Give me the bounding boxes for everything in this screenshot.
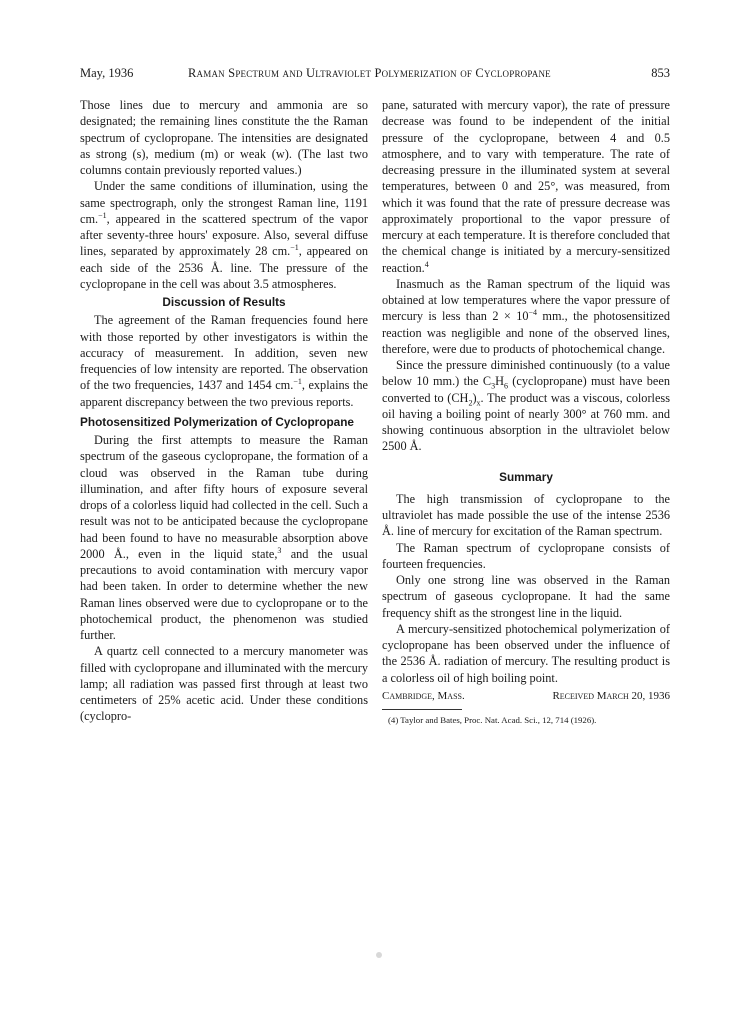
paragraph-lines-designation: Those lines due to mercury and ammonia are so designated; the remaining lines constitute the the Raman spectrum of cyclopropane. The intensities are designated as strong (s), medium (m) or weak (w). (The last two columns contain previously reported values.) [80, 98, 368, 177]
heading-discussion: Discussion of Results [162, 295, 286, 309]
heading-photosensitized: Photosensitized Polymerization of Cyclopropane [80, 414, 354, 429]
summary-item-strong-line: Only one strong line was observed in the Raman spectrum of gaseous cyclopropane. It had the same frequency shift as the strongest line in the liquid. [382, 573, 670, 620]
running-head: Raman Spectrum and Ultraviolet Polymerization of Cyclopropane [188, 66, 551, 80]
paragraph-liquid-spectrum: Inasmuch as the Raman spectrum of the liquid was obtained at low temperatures where the vapor pressure of mercury is less than $2 \times 10^{-4}$ mm., the photosensitized reaction was negligible and none of the observed lines, therefore, were due to products of photochemical change. [382, 276, 670, 356]
footnote-rule [382, 709, 462, 710]
right-column [382, 97, 670, 726]
scan-mark [372, 948, 386, 962]
paragraph-pressure-diminished: Since the pressure diminished continuously (to a value below 10 mm.) the $C_3H_6$ (cyclopropane) must have been converted to $(CH_2)_x$. The product was a viscous, colorless oil having a boiling point of nearly 300° at 760 mm. and showing continuous absorption in the ultraviolet below 2500 Å. [382, 358, 670, 454]
paragraph-pressure-rate: pane, saturated with mercury vapor), the rate of pressure decrease was found to be independent of the initial pressure of the cyclopropane, between 4 and 0.5 atmosphere, and to vary with temperature. The rate of decreasing pressure in the illuminated system at several temperatures, between 0 and 25°, was measured, from which it was found that the rate of pressure decrease was approximately proportional to the vapor pressure of mercury at each temperature. It is therefore concluded that the chemical change is initiated by a mercury-sensitized reaction.$^4$ [382, 98, 670, 275]
left-column [80, 97, 368, 725]
page-number: 853 [651, 66, 670, 80]
heading-summary: Summary [499, 469, 553, 484]
summary-item-frequencies: The Raman spectrum of cyclopropane consists of fourteen frequencies. [382, 540, 670, 571]
page-header [80, 66, 670, 84]
paragraph-vapor-spectrum: Under the same conditions of illumination, using the same spectrograph, only the strongest Raman line, 1191 cm.$^{-1}$, appeared in the scattered spectrum of the vapor after seventy-three hours' exposure. Also, several diffuse lines, separated by approximately 28 cm.$^{-1}$, appeared on each side of the 2536 Å. line. The pressure of the cyclopropane in the cell was about 3.5 atmospheres. [80, 179, 368, 291]
paragraph-quartz-cell: A quartz cell connected to a mercury manometer was filled with cyclopropane and illuminated with the mercury lamp; all radiation was passed first through at least two centimeters of 25% acetic acid. Under these conditions (cyclopro- [80, 644, 368, 724]
signature-line [382, 688, 670, 704]
paragraph-agreement: The agreement of the Raman frequencies found here with those reported by other investigators is within the accuracy of measurement. In addition, seven new frequencies of low intensity are reported. The observation of the two frequencies, 1437 and 1454 cm.$^{-1}$, explains the apparent discrepancy between the two previous reports. [80, 313, 368, 409]
paragraph-first-attempts: During the first attempts to measure the Raman spectrum of the gaseous cyclopropane, the formation of a cloud was observed in the Raman tube during illumination, and after fifty hours of exposure several drops of a colorless liquid had collected in the cell. Such a result was not to be anticipated because the cyclopropane had been found to have no measurable absorption above 2000 Å., even in the liquid state,$^3$ and the usual precautions to avoid contamination with mercury vapor had been taken. In order to determine whether the new Raman lines observed were due to cyclopropane or to the photochemical product, the phenomenon was studied further. [80, 433, 368, 642]
summary-item-transmission: The high transmission of cyclopropane to the ultraviolet has made possible the use of the intense 2536 Å. line of mercury for excitation of the Raman spectrum. [382, 491, 670, 539]
footnote-4: (4) Taylor and Bates, Proc. Nat. Acad. Sci., 12, 714 (1926). [388, 714, 597, 725]
issue-date: May, 1936 [80, 66, 134, 80]
received-date: Received March 20, 1936 [552, 689, 670, 702]
summary-item-polymerization: A mercury-sensitized photochemical polymerization of cyclopropane has been observed under the influence of the 2536 Å. radiation of mercury. The resulting product is a colorless oil of high boiling point. [382, 621, 670, 685]
location: Cambridge, Mass. [382, 689, 465, 702]
